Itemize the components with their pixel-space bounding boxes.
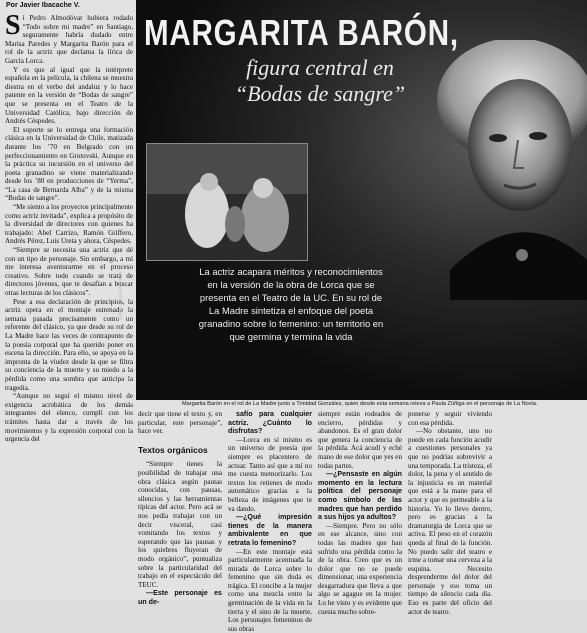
paragraph: Pese a esa declaración de principios, la actriz opera en el montaje estrenado la semana pasada precisamente como un referente del clásico, ya que desde su rol de La Madre hace las veces de contrapunto de la poesía corporal que ha querido poner en escena la dirección. Para ello, se apoya en la impronta de la viudez desde la que se filtra su conciencia de la muerte y su miedo a la pérdida como una sombra que anticipa la tragedia. — [5, 298, 133, 393]
interview-question: —Este personaje es un de- — [138, 589, 222, 606]
byline: Por Javier Ibacache V. — [6, 2, 80, 9]
paragraph: —Siempre. Pero no sólo en ese alcance, sino con todas las madres que han sufrido una pérdida como la de la obra. Creo que es un dolor que no se puede dimensionar, una experiencia desgarradora que lleva a que algo se agague en la mujer. Lo he visto y es evidente que cuesta mucho sobre- — [318, 522, 402, 617]
paragraph: “Siempre tienes la posibilidad de trabajar una obra clásica según pautas conocidas, con pausas, silencios y las herramientas típicas del actor. Pero acá se nos pedía trabajar con un decir visceral, casi vomitando los textos y esperando que las pausas y los quiebres fluyeran de modo orgánico”, puntualiza sobre la particularidad del trabajo en el espectáculo del TEUC. — [138, 460, 222, 589]
paragraph: decir que tiene el texto y, en particular, este personaje”, hace ver. — [138, 410, 222, 436]
paragraph: “Me siento a los proyectos principalmente como actriz invitada”, explica a propósito de la diversidad de directores con quienes ha trabajado: Abel Carrizo, Ramón Griffero, Andrés Pérez, Luis Ureta y ahora, Céspedes. — [5, 203, 133, 246]
paragraph: siempre están rodeados de encierro, pérdidas y abandonos. Es el gran dolor que genera la conciencia de la pérdida. Acá acudí y eché mano de ese dolor que yes en todas partes. — [318, 410, 402, 470]
article-column-5 — [408, 410, 492, 616]
lead-caption: La actriz acapara méritos y reconocimientos en la versión de la obra de Lorca que se presenta en el Teatro de la UC. En su rol de La Madre sintetiza el enfoque del poeta granadino sobre lo femenino: un territorio en que germina y termina la vida — [196, 265, 386, 343]
paragraph: “Siempre se necesita una actriz que dé con un tipo de personaje. Sin embargo, a mí me interesa aventurarme en el proceso creativo. Sobre todo cuando se trata de directores jóvenes, que te desafían a buscar otras lecturas de los clásicos”. — [5, 246, 133, 298]
drop-cap: S — [5, 15, 21, 37]
paragraph: —En este montaje está particularmente acentuada la mirada de Lorca sobre lo femenino que sin duda es trágica. El concibe a la mujer como una mezcla entre la germinación de la vida en la tierra y el sino de la muerte. Los personajes femeninos de sus obras — [228, 548, 312, 633]
paragraph: “Aunque no seguí el mismo nivel de exigencia acrobática de los demás integrantes del elenco, cumplí con los trámites hasta dar a través de los movimientos y la expresión corporal con la urgencia del — [5, 392, 133, 444]
photo-caption: Margarita Barón en el rol de La Madre junto a Trinidad González, quien desde esta semana releva a Paula Zúñiga en el personaje de La Novia. — [182, 401, 582, 407]
article-column-left — [5, 14, 133, 444]
paragraph: i Pedro Almodóvar hubiera rodado “Todo sobre mi madre” en Santiago, seguramente habría dudado entre Marisa Paredes y Margarita Barón para el rol de la actriz que declama la lírica de García Lorca. — [5, 14, 133, 65]
interview-question: —¿Qué impresión tienes de la manera ambivalente en que retrata lo femenino? — [228, 513, 312, 547]
subheadline: figura central en “Bodas de sangre” — [200, 55, 440, 107]
paragraph: Y es que al igual que la intérprete española en la película, la chilena se muestra diestra en el verbo del andaluz y lo hace patente en la versión de “Bodas de sangre” que se presenta en el Teatro de la Universidad Católica, bajo dirección de Andrés Céspedes. — [5, 66, 133, 126]
inset-stage-photo — [146, 143, 308, 261]
interview-question: safío para cualquier actriz. ¿Cuánto lo disfrutas? — [228, 410, 312, 436]
paragraph: —No obstante, uno no puede en cada función acudir a cuestiones personales ya que no podrías sobrevivir a una temporada. La tristeza, el dolor, la pena y el sentido de la injusticia es un material que está a la mano para el actor y que es permeable a la historia. Yo lo llevo dentro, pero es gracias a la dramaturgia de Lorca que se activa. El peso en el corazón queda al final de la función. No puedo salir del teatro e irme a tomar una cerveza a la esquina. Necesito desprenderme del dolor del personaje y eso toma un tiempo de silencio cada día. Eso es parte del oficio del actor de teatro. — [408, 427, 492, 616]
paragraph: ponerse y seguir viviendo con esa pérdida. — [408, 410, 492, 427]
photo-credit: Fotos: Paula Roitman — [118, 272, 124, 320]
interview-question: —¿Pensaste en algún momento en la lectura política del personaje como símbolo de las madres que han perdido a sus hijos ya adultos? — [318, 470, 402, 522]
paragraph: —Lorca en sí mismo es un universo de poesía que siempre es placentero de actuar. Tanto así que a mí no me cuesta memorizarlo. Los textos los retienes de modo automático gracias a la belleza de imágenes que te va dando. — [228, 436, 312, 513]
article-column-2 — [138, 410, 222, 606]
headline: MARGARITA BARÓN, — [144, 12, 459, 54]
article-column-4 — [318, 410, 402, 616]
portrait-illustration — [430, 40, 587, 300]
paragraph: El soporte se lo entrega una formación clásica en la Universidad de Chile, matizada durante los ’70 en Belgrado con un perfeccionamiento en Grotovski. Aunque en la práctica su incursión en el universo del poeta granadino se viene materializando desde los ’80 en producciones de “Yerma”, “La casa de Bernarda Alba” y de la misma “Bodas de sangre”. — [5, 126, 133, 203]
section-subhead: Textos orgánicos — [138, 446, 222, 455]
